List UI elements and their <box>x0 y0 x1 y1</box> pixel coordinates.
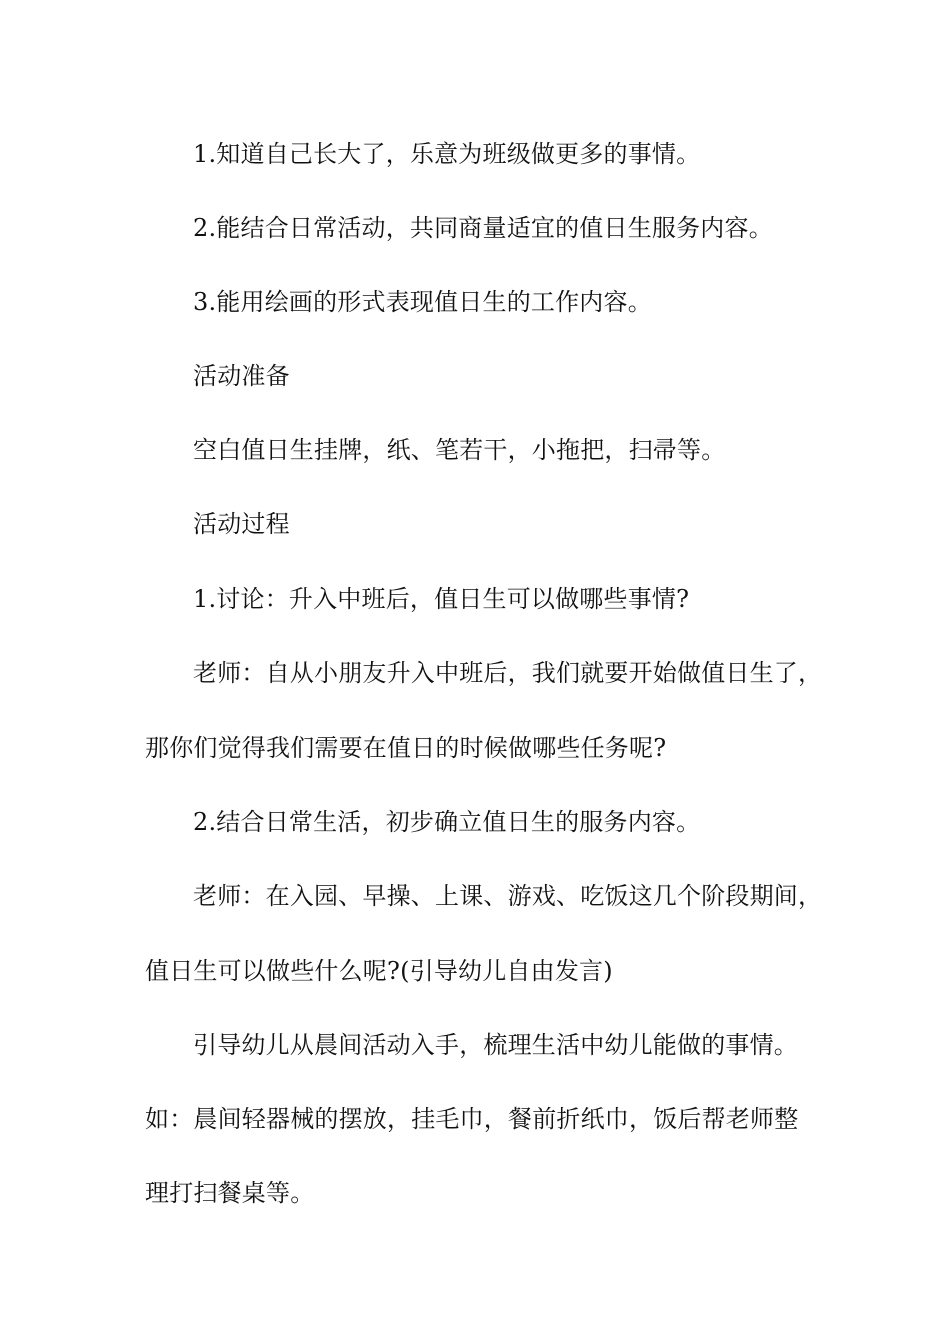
guidance-paragraph-end: 理打扫餐桌等。 <box>145 1179 315 1207</box>
teacher-speech-2: 老师：在入园、早操、上课、游戏、吃饭这几个阶段期间， <box>193 882 823 910</box>
guidance-paragraph: 引导幼儿从晨间活动入手，梳理生活中幼儿能做的事情。 <box>193 1031 798 1059</box>
guidance-paragraph-continued: 如：晨间轻器械的摆放，挂毛巾，餐前折纸巾，饭后帮老师整 <box>145 1105 799 1133</box>
teacher-speech-2-continued: 值日生可以做些什么呢?(引导幼儿自由发言) <box>145 957 613 985</box>
teacher-speech-1: 老师：自从小朋友升入中班后，我们就要开始做值日生了， <box>193 659 823 687</box>
section-heading-process: 活动过程 <box>193 510 290 538</box>
teacher-speech-1-continued: 那你们觉得我们需要在值日的时候做哪些任务呢? <box>145 734 667 762</box>
goal-1: 1.知道自己长大了，乐意为班级做更多的事情。 <box>193 140 701 168</box>
preparation-text: 空白值日生挂牌，纸、笔若干，小拖把，扫帚等。 <box>193 436 726 464</box>
step-1: 1.讨论：升入中班后，值日生可以做哪些事情? <box>193 585 690 613</box>
step-2: 2.结合日常生活，初步确立值日生的服务内容。 <box>193 808 701 836</box>
goal-3: 3.能用绘画的形式表现值日生的工作内容。 <box>193 288 652 316</box>
section-heading-preparation: 活动准备 <box>193 362 290 390</box>
goal-2: 2.能结合日常活动，共同商量适宜的值日生服务内容。 <box>193 214 773 242</box>
